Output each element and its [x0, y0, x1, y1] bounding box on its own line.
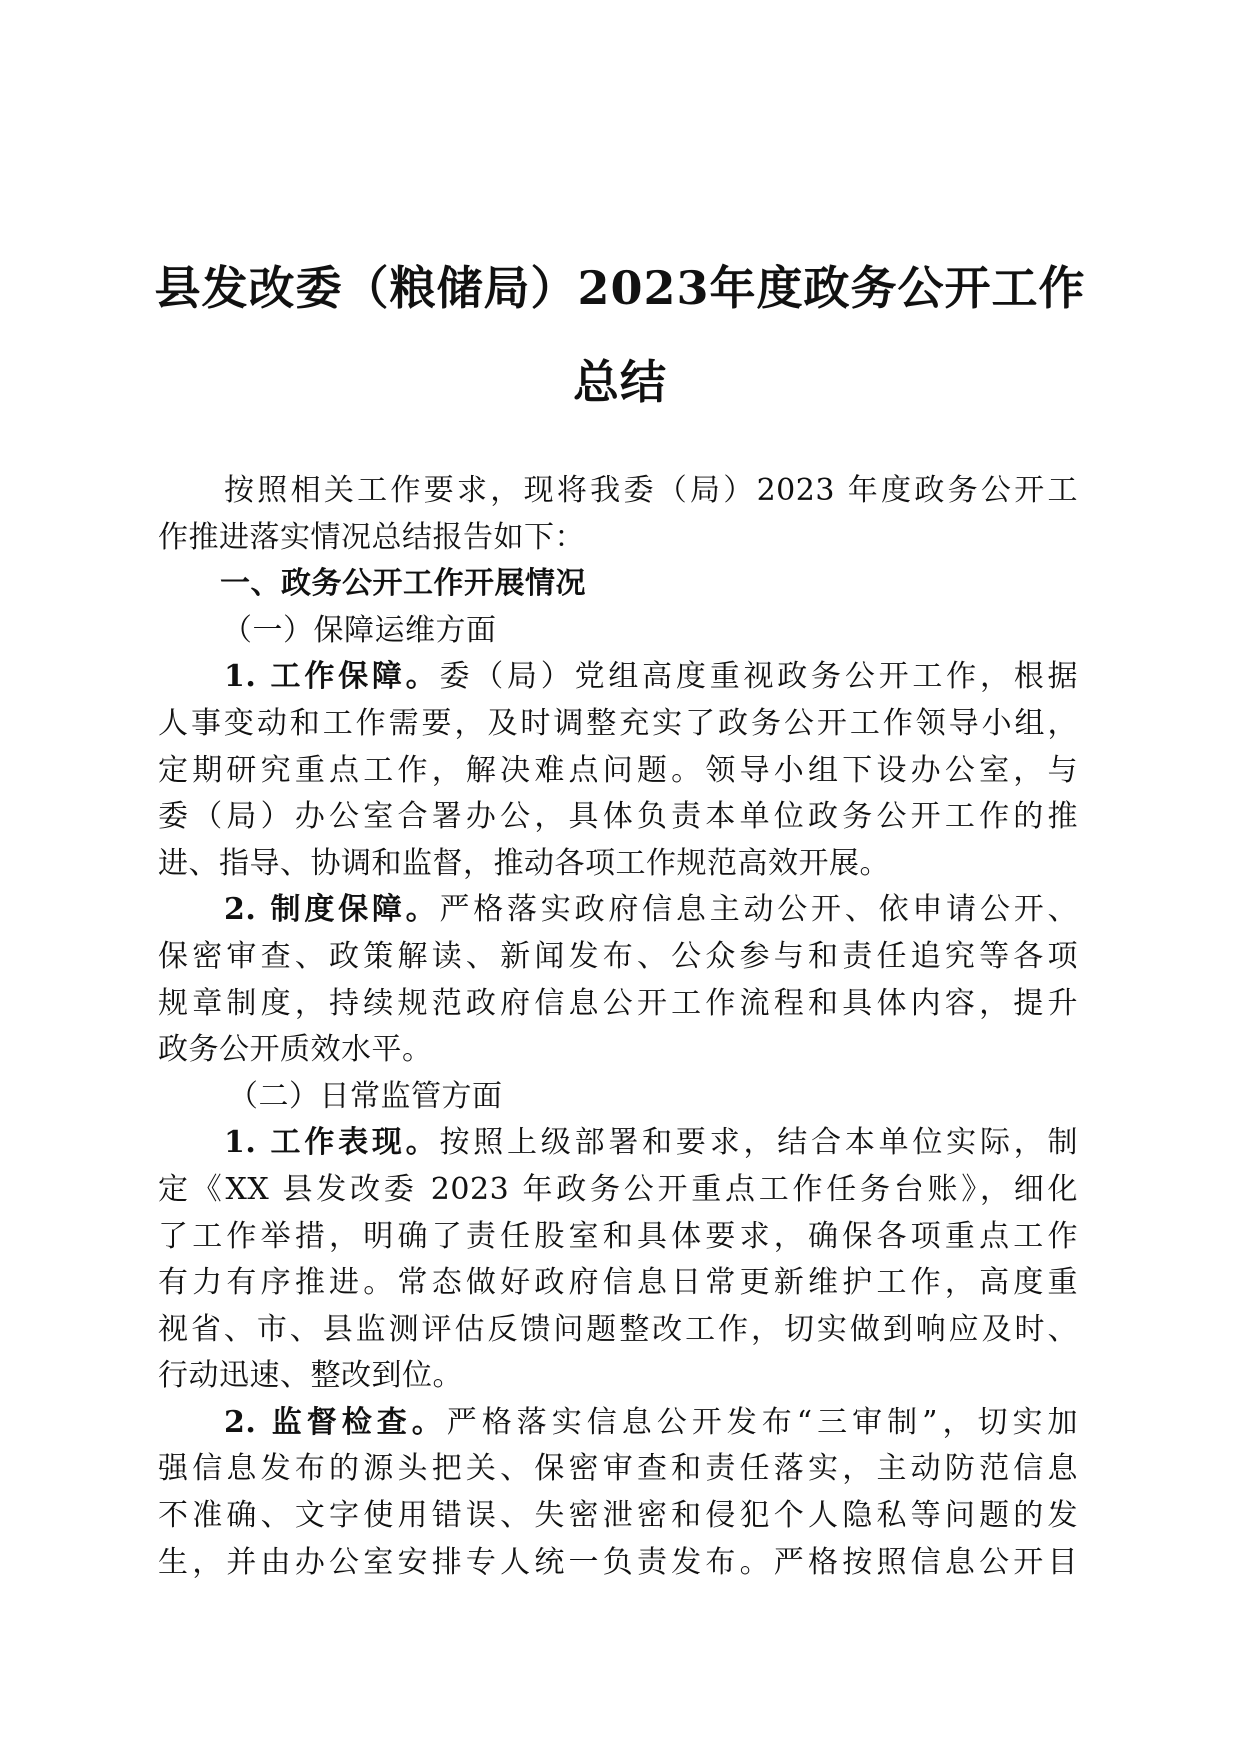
paragraph-4-line-1 — [158, 1400, 1078, 1447]
paragraph-3-line-2: 定《XX 县发改委 2023 年政务公开重点工作任务台账》，细化 — [158, 1171, 1078, 1207]
document-title-line-2: 总结 — [573, 355, 667, 409]
section-heading-1: 一、政务公开工作开展情况 — [220, 566, 586, 602]
paragraph-1-line-2: 人事变动和工作需要，及时调整充实了政务公开工作领导小组， — [158, 705, 1078, 741]
paragraph-2-line-2: 保密审查、政策解读、新闻发布、公众参与和责任追究等各项 — [158, 938, 1078, 974]
paragraph-3-lead: 1. 工作表现。 — [224, 1125, 440, 1161]
paragraph-3-text-1: 按照上级部署和要求，结合本单位实际，制 — [439, 1125, 1079, 1161]
paragraph-2-line-1 — [158, 887, 1078, 934]
paragraph-4-lead: 2. 监督检查。 — [224, 1404, 447, 1440]
paragraph-1-line-1 — [158, 654, 1078, 701]
paragraph-2-line-3: 规章制度，持续规范政府信息公开工作流程和具体内容，提升 — [158, 985, 1078, 1021]
subsection-heading-1: （一）保障运维方面 — [222, 612, 497, 648]
paragraph-2-lead: 2. 制度保障。 — [224, 892, 440, 928]
paragraph-3-line-5: 视省、市、县监测评估反馈问题整改工作，切实做到响应及时、 — [158, 1311, 1078, 1347]
paragraph-1-line-3: 定期研究重点工作，解决难点问题。领导小组下设办公室，与 — [158, 752, 1078, 788]
paragraph-4-line-3: 不准确、文字使用错误、失密泄密和侵犯个人隐私等问题的发 — [158, 1498, 1078, 1534]
paragraph-3-line-6: 行动迅速、整改到位。 — [158, 1358, 463, 1394]
paragraph-3-line-1 — [158, 1120, 1078, 1167]
paragraph-4-line-2: 强信息发布的源头把关、保密审查和责任落实，主动防范信息 — [158, 1451, 1078, 1487]
paragraph-1-text-1: 委（局）党组高度重视政务公开工作，根据 — [439, 659, 1079, 695]
paragraph-3-line-4: 有力有序推进。常态做好政府信息日常更新维护工作，高度重 — [158, 1265, 1078, 1301]
paragraph-4-text-1: 严格落实信息公开发布“三审制”，切实加 — [446, 1404, 1078, 1440]
paragraph-1-line-5: 进、指导、协调和监督，推动各项工作规范高效开展。 — [158, 845, 890, 881]
paragraph-1-lead: 1. 工作保障。 — [224, 659, 440, 695]
intro-line-1: 按照相关工作要求，现将我委（局）2023 年度政务公开工 — [224, 473, 1078, 508]
paragraph-2-text-1: 严格落实政府信息主动公开、依申请公开、 — [439, 892, 1079, 928]
paragraph-1-line-4: 委（局）办公室合署办公，具体负责本单位政务公开工作的推 — [158, 799, 1078, 835]
intro-line-2: 作推进落实情况总结报告如下： — [158, 519, 585, 555]
document-body — [158, 468, 1078, 1586]
paragraph-2-line-4: 政务公开质效水平。 — [158, 1032, 433, 1068]
document-title-line-1: 县发改委（粮储局）2023年度政务公开工作 — [154, 261, 1086, 315]
paragraph-4-line-4: 生，并由办公室安排专人统一负责发布。严格按照信息公开目 — [158, 1544, 1078, 1580]
paragraph-3-line-3: 了工作举措，明确了责任股室和具体要求，确保各项重点工作 — [158, 1218, 1078, 1254]
subsection-heading-2: （二）日常监管方面 — [228, 1078, 503, 1114]
